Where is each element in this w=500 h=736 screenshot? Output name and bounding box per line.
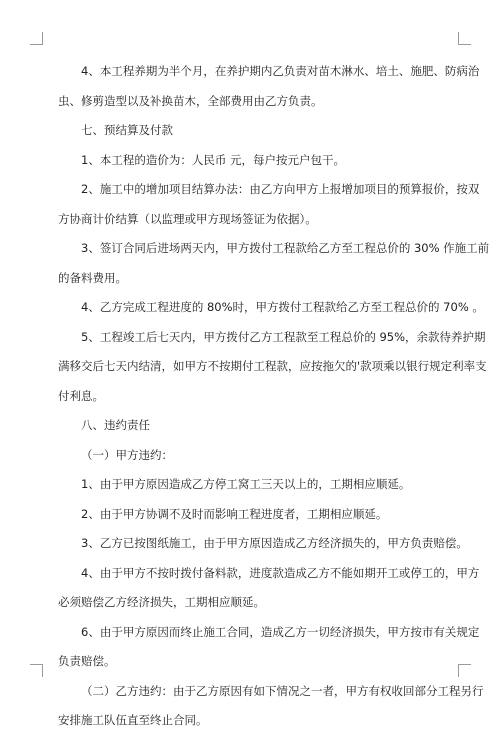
text-line: 1、本工程的造价为：人民币 元，每户按元户包干。: [81, 152, 345, 167]
text-line: 3、签订合同后进场两天内，甲方拨付工程款给乙方至工程总价的 30% 作施工前: [81, 241, 490, 255]
text-line: 方协商计价结算（以监理或甲方现场签证为依据）。: [58, 211, 317, 226]
text-line: 必须赔偿乙方经济损失，工期相应顺延。: [58, 595, 265, 609]
crop-mark-top-left: [30, 32, 43, 45]
text-line: 1、由于甲方原因造成乙方停工窝工三天以上的，工期相应顺延。: [81, 477, 411, 491]
text-line: 的备料费用。: [58, 270, 127, 285]
section-heading: 七、预结算及付款: [81, 123, 173, 137]
text-line: 付利息。: [58, 388, 104, 403]
document-body: [58, 57, 490, 736]
text-line: 4、由于甲方不按时拨付备料款，进度款造成乙方不能如期开工或停工的，甲方: [81, 565, 480, 580]
text-line: 2、由于甲方协调不及时而影响工程进度者，工期相应顺延。: [81, 506, 388, 521]
crop-mark-bottom-left: [30, 664, 43, 677]
text-line: 负责赔偿。: [58, 654, 116, 668]
text-line: 满移交后七天内结清，如甲方不按期付工程款，应按拖欠的'款项乘以银行规定利率支: [58, 359, 487, 373]
subsection-heading: （一）甲方违约：: [81, 447, 173, 462]
text-line: 3、乙方已按图纸施工，由于甲方原因造成乙方经济损失的，甲方负责赔偿。: [81, 536, 468, 550]
section-heading: 八、违约责任: [81, 418, 150, 432]
text-line: 4、本工程养期为半个月，在养护期内乙负责对苗木淋水、培土、施肥、防病治: [81, 64, 480, 78]
crop-mark-bottom-right: [458, 664, 471, 677]
crop-mark-top-right: [458, 32, 471, 45]
text-line: （二）乙方违约：由于乙方原因有如下情况之一者，甲方有权收回部分工程另行: [81, 683, 484, 698]
text-line: 虫、修剪造型以及补换苗木，全部费用由乙方负责。: [58, 93, 323, 108]
text-line: 4、乙方完成工程进度的 80%时，甲方拨付工程款给乙方至工程总价的 70% 。: [81, 300, 484, 314]
text-line: 5、工程竣工后七天内，甲方拨付乙方工程款至工程总价的 95%，余款待养护期: [81, 329, 486, 344]
text-line: 6、由于甲方原因而终止施工合同，造成乙方一切经济损失，甲方按市有关规定: [81, 624, 480, 639]
text-line: 安排施工队伍直至终止合同。: [58, 713, 208, 727]
text-line: 2、施工中的增加项目结算办法：由乙方向甲方上报增加项目的预算报价，按双: [81, 182, 480, 196]
